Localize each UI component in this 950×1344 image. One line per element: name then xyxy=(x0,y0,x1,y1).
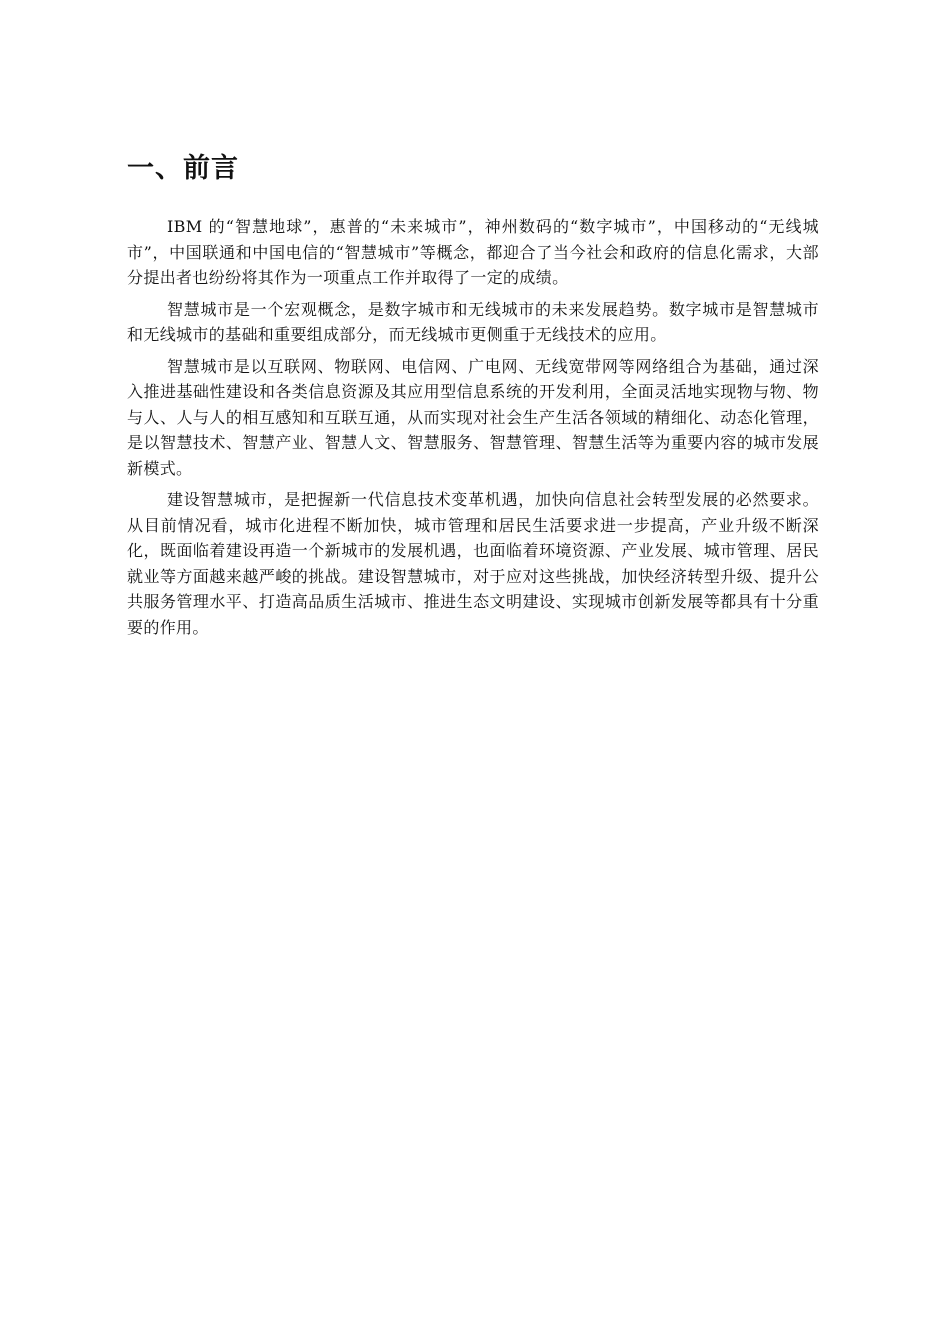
paragraph-2: 智慧城市是一个宏观概念，是数字城市和无线城市的未来发展趋势。数字城市是智慧城市和无线城市的基础和重要组成部分，而无线城市更侧重于无线技术的应用。 xyxy=(127,299,819,344)
section-heading: 一、前言 xyxy=(127,153,239,184)
paragraph-3: 智慧城市是以互联网、物联网、电信网、广电网、无线宽带网等网络组合为基础，通过深入推进基础性建设和各类信息资源及其应用型信息系统的开发利用，全面灵活地实现物与物、物与人、人与人的相互感知和互联互通，从而实现对社会生产生活各领域的精细化、动态化管理，是以智慧技术、智慧产业、智慧人文、智慧服务、智慧管理、智慧生活等为重要内容的城市发展新模式。 xyxy=(127,356,819,478)
body-text xyxy=(127,214,819,646)
paragraph-4: 建设智慧城市，是把握新一代信息技术变革机遇，加快向信息社会转型发展的必然要求。从目前情况看，城市化进程不断加快，城市管理和居民生活要求进一步提高，产业升级不断深化，既面临着建设再造一个新城市的发展机遇，也面临着环境资源、产业发展、城市管理、居民就业等方面越来越严峻的挑战。建设智慧城市，对于应对这些挑战，加快经济转型升级、提升公共服务管理水平、打造高品质生活城市、推进生态文明建设、实现城市创新发展等都具有十分重要的作用。 xyxy=(127,490,819,637)
paragraph-1: IBM 的“智慧地球”，惠普的“未来城市”，神州数码的“数字城市”，中国移动的“无线城市”，中国联通和中国电信的“智慧城市”等概念，都迎合了当今社会和政府的信息化需求，大部分提出者也纷纷将其作为一项重点工作并取得了一定的成绩。 xyxy=(127,217,819,287)
